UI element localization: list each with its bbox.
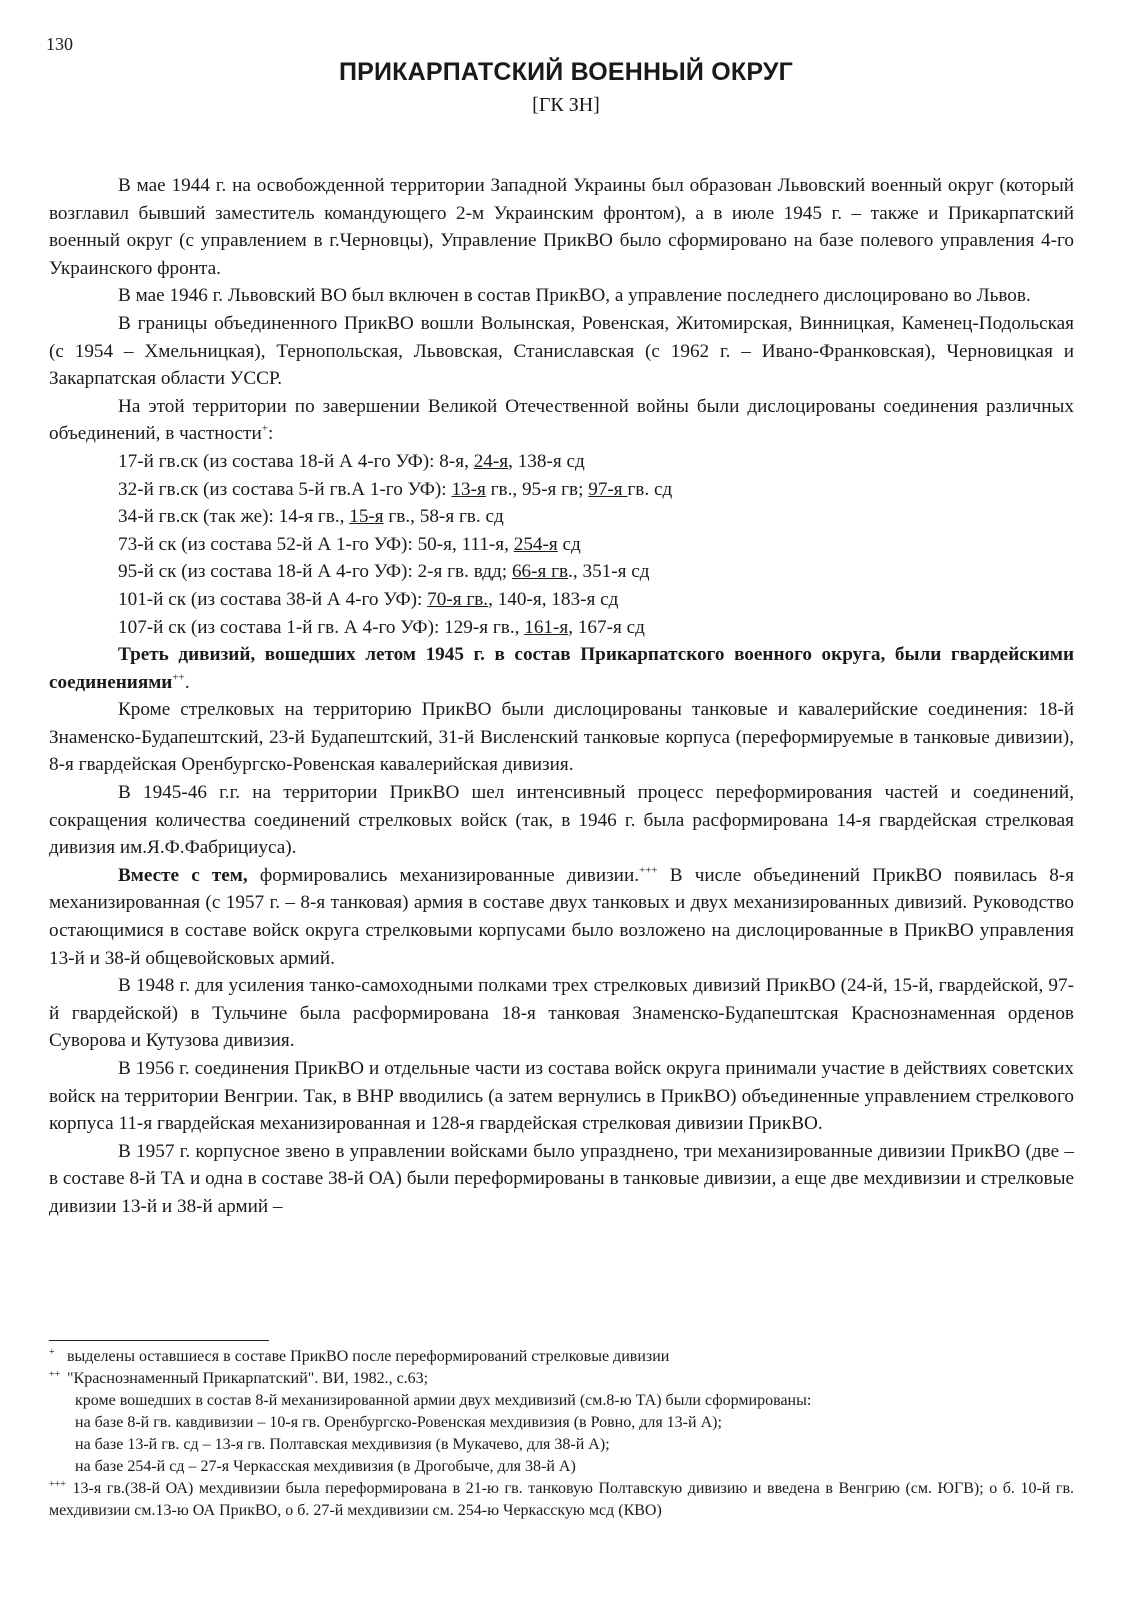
corps-list-item: [49, 586, 1074, 614]
footnote-3: +++ 13-я гв.(38-й ОА) мехдивизии была переформирована в 21-ю гв. танковую Полтавскую дивизию и введена в Венгрию (см. ЮГВ); о б. 10-й гв. мехдивизии см.13-ю ОА ПрикВО, о б. 27-й мехдивизии см. 254-ю Черкасскую мсд (КВО): [49, 1478, 1074, 1519]
units-intro-text: На этой территории по завершении Великой Отечественной войны были дислоцированы соединения различных объединений, в частности: [49, 395, 1074, 445]
corps-text: , 138-я сд: [508, 450, 585, 472]
footnote-2-line: на базе 13-й гв. сд – 13-я гв. Полтавская мехдивизия (в Мукачево, для 38-й А);: [75, 1436, 610, 1453]
corps-underlined-division: 13-я: [451, 478, 486, 500]
corps-text: ., 351-я сд: [568, 561, 650, 583]
footnote-1: + выделены оставшиеся в составе ПрикВО после переформирований стрелковые дивизии: [49, 1346, 670, 1365]
corps-text: гв. сд: [627, 478, 673, 500]
corps-text: 17-й гв.ск (из состава 18-й А 4-го УФ): 8-я,: [118, 450, 474, 472]
footnote-2-line: на базе 8-й гв. кавдивизии – 10-я гв. Оренбургско-Ровенская мехдивизия (в Ровно, для 13-й А);: [75, 1414, 722, 1431]
footnote-2: ++ "Краснознаменный Прикарпатский". ВИ, 1982., с.63;: [49, 1368, 429, 1387]
corps-text: 95-й ск (из состава 18-й А 4-го УФ): 2-я гв. вдд;: [118, 561, 512, 583]
corps-text: 32-й гв.ск (из состава 5-й гв.А 1-го УФ):: [118, 478, 452, 500]
paragraph-mechanized: [49, 862, 1074, 972]
corps-list-item: [49, 476, 1074, 504]
corps-list-item: [49, 614, 1074, 642]
corps-text: гв., 58-я гв. сд: [383, 506, 504, 528]
corps-underlined-division: 97-я: [588, 478, 628, 500]
corps-list-item: [49, 531, 1074, 559]
guards-share-text: Треть дивизий, вошедших летом 1945 г. в состав Прикарпатского военного округа, были гвардейскими соединениями: [49, 644, 1074, 693]
corps-underlined-division: 161-я: [524, 616, 569, 638]
footnote-text: 13-я гв.(38-й ОА) мехдивизии была переформирована в 21-ю гв. танковую Полтавскую дивизию и введена в Венгрию (см. ЮГВ); о б. 10-й гв. мехдивизии см.13-ю ОА ПрикВО, о б. 27-й мехдивизии см. 254-ю Черкасскую мсд (КВО): [49, 1480, 1074, 1519]
corps-text: сд: [557, 533, 581, 555]
footnote-ref-2: ++: [172, 671, 185, 684]
corps-text: гв., 95-я гв;: [485, 478, 589, 500]
paragraph-reformation: В 1945-46 г.г. на территории ПрикВО шел интенсивный процесс переформирования частей и соединений, сокращения количества соединений стрелковых войск (так, в 1946 г. была расформирована 14-я гвардейская стрелковая дивизия им.Я.Ф.Фабрициуса).: [49, 782, 1074, 859]
footnote-ref-3: +++: [639, 864, 658, 877]
guards-share-period: .: [184, 671, 190, 693]
corps-text: 73-й ск (из состава 52-й А 1-го УФ): 50-я, 111-я,: [118, 533, 514, 555]
corps-text: 101-й ск (из состава 38-й А 4-го УФ):: [118, 588, 428, 610]
footnote-2-line: кроме вошедших в состав 8-й механизированной армии двух мехдивизий (см.8-ю ТА) были сформированы:: [75, 1392, 812, 1409]
corps-underlined-division: 15-я: [349, 506, 384, 528]
paragraph-1957: В 1957 г. корпусное звено в управлении войсками было упразднено, три механизированные дивизии ПрикВО (две – в составе 8-й ТА и одна в составе 38-й ОА) были переформированы в танковые дивизии, а еще две мехдивизии и стрелковые дивизии 13-й и 38-й армий –: [49, 1140, 1074, 1217]
footnote-ref-1: +: [261, 422, 268, 435]
paragraph-1956: В 1956 г. соединения ПрикВО и отдельные части из состава войск округа принимали участие в действиях советских войск на территории Венгрии. Так, в ВНР вводились (а затем вернулись в ПрикВО) объединенные управлением стрелкового корпуса 11-я гвардейская механизированная и 128-я гвардейская стрелковая дивизии ПрикВО.: [49, 1058, 1074, 1135]
paragraph-guards-share: [49, 641, 1074, 696]
paragraph-1948: В 1948 г. для усиления танко-самоходными полками трех стрелковых дивизий ПрикВО (24-й, 15-й, гвардейской, 97-й гвардейской) в Тульчине была расформирована 18-я танковая Знаменско-Будапештская Краснознаменная орденов Суворова и Кутузова дивизия.: [49, 975, 1074, 1052]
page-subtitle: [ГК ЗН]: [532, 94, 600, 116]
mechanized-lead-bold: Вместе с тем,: [118, 864, 248, 886]
corps-underlined-division: 24-я: [473, 450, 509, 472]
corps-list-item: [49, 503, 1074, 531]
corps-text: , 140-я, 183-я сд: [488, 588, 619, 610]
paragraph-formation: В мае 1944 г. на освобожденной территории Западной Украины был образован Львовский военный округ (который возглавил бывший заместитель командующего 2-м Украинским фронтом), а в июле 1945 г. – также и Прикарпатский военный округ (с управлением в г.Черновцы), Управление ПрикВО было сформировано на базе полевого управления 4-го Украинского фронта.: [49, 175, 1074, 279]
corps-list-item: [49, 558, 1074, 586]
corps-underlined-division: 254-я: [513, 533, 558, 555]
corps-text: 107-й ск (из состава 1-й гв. А 4-го УФ): 129-я гв.,: [118, 616, 525, 638]
footnote-text: выделены оставшиеся в составе ПрикВО после переформирований стрелковые дивизии: [67, 1348, 670, 1365]
footnote-text: "Краснознаменный Прикарпатский". ВИ, 1982., с.63;: [67, 1370, 429, 1387]
mechanized-lead: формировались механизированные дивизии.: [259, 864, 640, 886]
corps-underlined-division: 66-я гв: [511, 561, 569, 583]
corps-text: , 167-я сд: [568, 616, 645, 638]
paragraph-units-intro: [49, 393, 1074, 448]
page-title: ПРИКАРПАТСКИЙ ВОЕННЫЙ ОКРУГ: [338, 58, 794, 86]
page-number: 130: [46, 34, 73, 54]
corps-list-item: [49, 448, 1074, 476]
footnote-divider: [49, 1340, 269, 1341]
paragraph-borders: В границы объединенного ПрикВО вошли Волынская, Ровенская, Житомирская, Винницкая, Каменец-Подольская (с 1954 – Хмельницкая), Тернопольская, Львовская, Станиславская (с 1962 г. – Ивано-Франковская), Черновицкая и Закарпатская области УССР.: [49, 312, 1074, 390]
footnotes: [49, 1346, 1074, 1522]
paragraph-merge-1946: В мае 1946 г. Львовский ВО был включен в состав ПрикВО, а управление последнего дислоцировано во Львов.: [118, 285, 1031, 307]
units-intro-colon: :: [267, 423, 274, 445]
main-text: [49, 172, 1074, 1221]
corps-text: 34-й гв.ск (так же): 14-я гв.,: [118, 506, 350, 528]
footnote-2-line: на базе 254-й сд – 27-я Черкасская мехдивизия (в Дрогобыче, для 38-й А): [75, 1458, 576, 1475]
corps-underlined-division: 70-я гв.: [427, 588, 489, 610]
paragraph-tank-cavalry: Кроме стрелковых на территорию ПрикВО были дислоцированы танковые и кавалерийские соединения: 18-й Знаменско-Будапештский, 23-й Будапештский, 31-й Висленский танковые корпуса (переформируемые в танковые дивизии), 8-я гвардейская Оренбургско-Ровенская кавалерийская дивизия.: [49, 699, 1074, 776]
mechanized-text: В числе объединений ПрикВО появилась 8-я механизированная (с 1957 г. – 8-я танковая) армия в составе двух танковых и двух механизированных дивизий. Руководство остающимися в составе войск округа стрелковыми корпусами было возложено на дислоцированные в ПрикВО управления 13-й и 38-й общевойсковых армий.: [49, 864, 1074, 969]
